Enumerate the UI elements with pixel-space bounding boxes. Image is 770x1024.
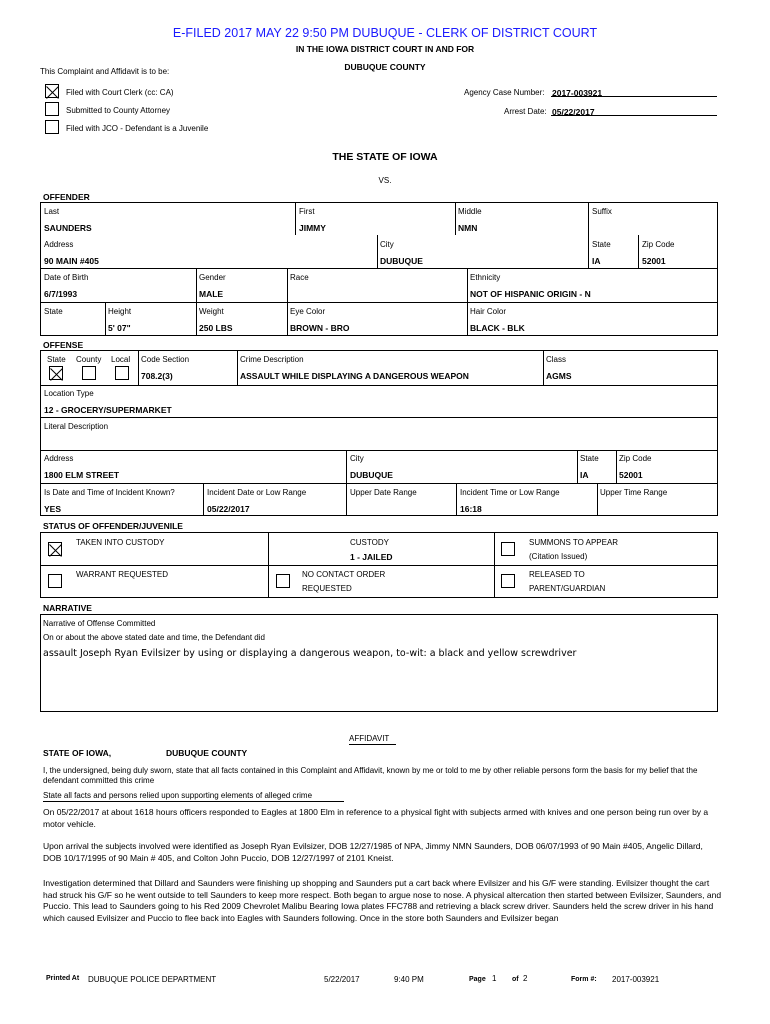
page-label: Page	[469, 976, 486, 983]
date-upper-label: Upper Date Range	[350, 488, 417, 497]
dob-label: Date of Birth	[44, 273, 89, 282]
parent-guardian-label: PARENT/GUARDIAN	[529, 584, 606, 593]
released-to-checkbox[interactable]	[501, 574, 515, 588]
suffix-label: Suffix	[592, 207, 612, 216]
status-section-title: STATUS OF OFFENDER/JUVENILE	[43, 521, 183, 531]
filed-clerk-label: Filed with Court Clerk (cc: CA)	[66, 88, 174, 97]
race-label: Race	[290, 273, 309, 282]
submitted-attorney-checkbox[interactable]	[45, 102, 59, 116]
location-type-value: 12 - GROCERY/SUPERMARKET	[44, 405, 172, 415]
no-contact-order-label: NO CONTACT ORDER	[302, 570, 386, 579]
first-name-value: JIMMY	[299, 223, 326, 233]
of-label: of	[512, 976, 519, 983]
offense-local-checkbox[interactable]	[115, 366, 129, 380]
taken-into-custody-checkbox[interactable]	[48, 542, 62, 556]
offender-zip-label: Zip Code	[642, 240, 675, 249]
code-section-label: Code Section	[141, 355, 190, 364]
offense-local-label: Local	[111, 355, 131, 364]
released-to-label: RELEASED TO	[529, 570, 585, 579]
affidavit-title: AFFIDAVIT	[349, 734, 396, 745]
middle-name-label: Middle	[458, 207, 482, 216]
height-value: 5' 07"	[108, 323, 131, 333]
offense-county-label: County	[76, 355, 102, 364]
middle-name-value: NMN	[458, 223, 478, 233]
citation-issued-label: (Citation Issued)	[529, 552, 588, 561]
last-name-label: Last	[44, 207, 60, 216]
time-known-value: YES	[44, 504, 62, 514]
offender-box	[40, 202, 718, 336]
dl-state-label: State	[44, 307, 63, 316]
offense-address-value: 1800 ELM STREET	[44, 470, 120, 480]
offense-zip-label: Zip Code	[619, 454, 652, 463]
class-label: Class	[546, 355, 567, 364]
offender-state-label: State	[592, 240, 611, 249]
narrative-section-title: NARRATIVE	[43, 603, 92, 613]
narrative-text: assault Joseph Ryan Evilsizer by using or displaying a dangerous weapon, to-wit: a black and yellow screwdriver	[43, 648, 577, 659]
filed-clerk-checkbox[interactable]	[45, 84, 59, 98]
custody-value: 1 - JAILED	[350, 552, 393, 562]
offender-state-value: IA	[592, 256, 601, 266]
offender-city-label: City	[380, 240, 394, 249]
offense-county-checkbox[interactable]	[82, 366, 96, 380]
date-low-label: Incident Date or Low Range	[207, 488, 307, 497]
gender-label: Gender	[199, 273, 226, 282]
affidavit-para-2: Upon arrival the subjects involved were identified as Joseph Ryan Evilsizer, DOB 12/27/1985 of NPA, Jimmy NMN Saunders, DOB 06/07/1993 of 90 Main #405, Angelic Dillard, DOB 10/17/1995 of 90 Main # 405, and Colton John Puccio, DOB 12/27/1997 of 2101 Kneist.	[43, 841, 703, 863]
agency-case-value: 2017-003921	[552, 88, 603, 98]
court-line-1: IN THE IOWA DISTRICT COURT IN AND FOR	[295, 44, 475, 54]
offense-state2-label: State	[580, 454, 599, 463]
offender-address-label: Address	[44, 240, 74, 249]
affidavit-county: DUBUQUE COUNTY	[166, 748, 248, 758]
affidavit-para-1: On 05/22/2017 at about 1618 hours officers responded to Eagles at 1800 Elm in reference to a physical fight with subjects armed with knives and one person being run over by a motor vehicle.	[43, 807, 709, 829]
narrative-box	[40, 614, 718, 712]
hair-color-value: BLACK - BLK	[470, 323, 525, 333]
affidavit-para-3: Investigation determined that Dillard and Saunders were finishing up shopping and Saunders put a cart back where Evilsizer and his G/F were standing. Evilsizer thought the cart had struck his G/F so he went outside to tell Saunders to keep more respect. Both began to argue nose to nose. A physical altercation then started between Evilsizer, Saunders, and Puccio. This lead to Saunders going to his Red 2009 Chevrolet Malibu Bearing Iowa plates FFC788 and retrieving a black screw driver. Saunders held the screw driver in his hand which caused Evilsizer and Puccio to flee back into Eagles with Saunders following. Once in the store both Saunders and Evilsizer began	[43, 878, 722, 923]
printed-at-label: Printed At	[46, 975, 80, 982]
warrant-requested-label: WARRANT REQUESTED	[76, 570, 169, 579]
offense-city-value: DUBUQUE	[350, 470, 393, 480]
offender-address-value: 90 MAIN #405	[44, 256, 99, 266]
offense-section-title: OFFENSE	[43, 340, 84, 350]
offender-city-value: DUBUQUE	[380, 256, 423, 266]
vs-label: VS.	[378, 176, 392, 185]
dob-value: 6/7/1993	[44, 289, 78, 299]
code-section-value: 708.2(3)	[141, 371, 173, 381]
taken-into-custody-label: TAKEN INTO CUSTODY	[76, 538, 165, 547]
form-number-value: 2017-003921	[612, 975, 660, 984]
filed-jco-checkbox[interactable]	[45, 120, 59, 134]
offense-city-label: City	[350, 454, 364, 463]
filed-jco-label: Filed with JCO - Defendant is a Juvenile	[66, 124, 209, 133]
summons-checkbox[interactable]	[501, 542, 515, 556]
offense-state-label: State	[47, 355, 66, 364]
offense-state-checkbox[interactable]	[49, 366, 63, 380]
time-low-label: Incident Time or Low Range	[460, 488, 560, 497]
narrative-intro: On or about the above stated date and time, the Defendant did	[43, 633, 265, 642]
weight-value: 250 LBS	[199, 323, 233, 333]
time-upper-label: Upper Time Range	[600, 488, 668, 497]
hair-color-label: Hair Color	[470, 307, 507, 316]
state-facts-label: State all facts and persons relied upon supporting elements of alleged crime	[43, 791, 344, 802]
offense-state2-value: IA	[580, 470, 589, 480]
arrest-date-label: Arrest Date:	[504, 107, 547, 116]
offense-zip-value: 52001	[619, 470, 643, 480]
form-number-label: Form #:	[571, 976, 597, 983]
agency-case-label: Agency Case Number:	[464, 88, 545, 97]
efiled-stamp: E-FILED 2017 MAY 22 9:50 PM DUBUQUE - CLERK OF DISTRICT COURT	[172, 26, 598, 40]
page-number: 1	[492, 974, 497, 983]
location-type-label: Location Type	[44, 389, 94, 398]
offender-zip-value: 52001	[642, 256, 666, 266]
weight-label: Weight	[199, 307, 224, 316]
literal-description-label: Literal Description	[44, 422, 109, 431]
page-total: 2	[523, 974, 528, 983]
summons-label: SUMMONS TO APPEAR	[529, 538, 619, 547]
complaint-to-be-label: This Complaint and Affidavit is to be:	[40, 67, 170, 76]
time-low-value: 16:18	[460, 504, 482, 514]
custody-label: CUSTODY	[350, 538, 389, 547]
class-value: AGMS	[546, 371, 572, 381]
state-of-iowa-title: THE STATE OF IOWA	[332, 151, 438, 163]
arrest-date-value: 05/22/2017	[552, 107, 595, 117]
sworn-statement: I, the undersigned, being duly sworn, state that all facts contained in this Complaint and Affidavit, known by me or told to me by other reliable persons form the basis for my belief that the defendant committed this crime	[43, 766, 698, 785]
crime-description-value: ASSAULT WHILE DISPLAYING A DANGEROUS WEAPON	[240, 371, 469, 381]
time-known-label: Is Date and Time of Incident Known?	[44, 488, 175, 497]
gender-value: MALE	[199, 289, 224, 299]
ethnicity-value: NOT OF HISPANIC ORIGIN - N	[470, 289, 591, 299]
affidavit-state: STATE OF IOWA,	[43, 748, 112, 758]
printed-date: 5/22/2017	[324, 975, 360, 984]
height-label: Height	[108, 307, 132, 316]
narrative-sub-label: Narrative of Offense Committed	[43, 619, 156, 628]
printed-time: 9:40 PM	[394, 975, 424, 984]
eye-color-label: Eye Color	[290, 307, 326, 316]
warrant-requested-checkbox[interactable]	[48, 574, 62, 588]
date-low-value: 05/22/2017	[207, 504, 250, 514]
eye-color-value: BROWN - BRO	[290, 323, 350, 333]
printed-at-value: DUBUQUE POLICE DEPARTMENT	[88, 975, 217, 984]
offense-address-label: Address	[44, 454, 74, 463]
no-contact-requested-label: REQUESTED	[302, 584, 352, 593]
first-name-label: First	[299, 207, 315, 216]
last-name-value: SAUNDERS	[44, 223, 92, 233]
offender-section-title: OFFENDER	[43, 192, 90, 202]
crime-description-label: Crime Description	[240, 355, 304, 364]
ethnicity-label: Ethnicity	[470, 273, 501, 282]
submitted-attorney-label: Submitted to County Attorney	[66, 106, 171, 115]
court-line-2: DUBUQUE COUNTY	[344, 62, 426, 72]
no-contact-order-checkbox[interactable]	[276, 574, 290, 588]
